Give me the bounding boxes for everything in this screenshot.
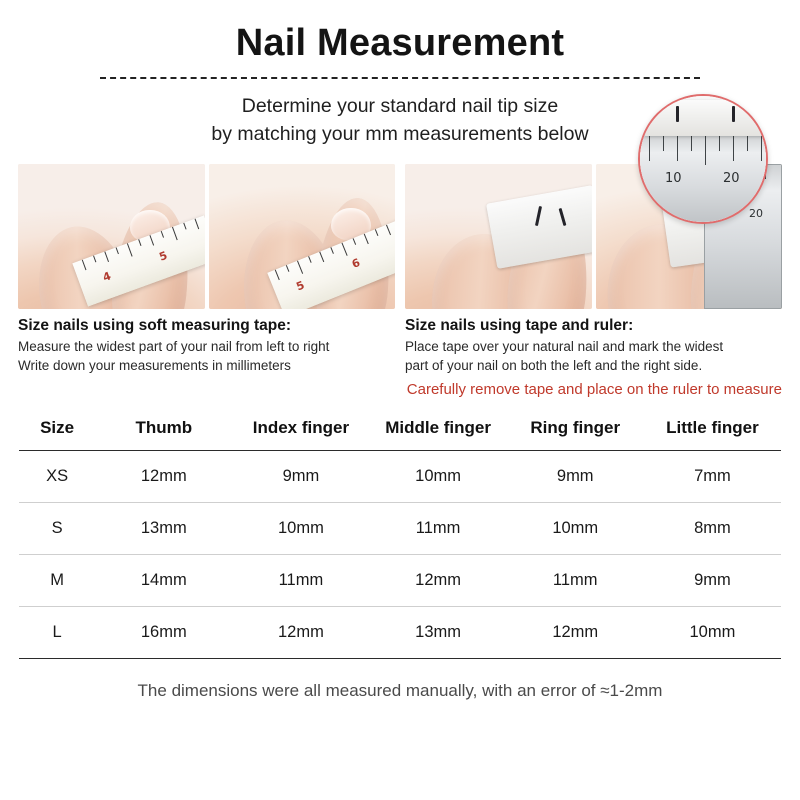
table-cell-size: M [19,554,95,606]
table-cell: 12mm [370,554,507,606]
magnified-ruler-number: 20 [723,171,740,187]
caption-row [0,317,800,374]
caption-right-line-1: Place tape over your natural nail and mark the widest [405,339,724,355]
table-cell: 7mm [644,450,781,502]
page-title: Nail Measurement [235,22,565,64]
table-cell: 11mm [507,554,644,606]
table-row [19,450,781,502]
subtitle-line-2: by matching your mm measurements below [211,122,589,145]
table-cell: 12mm [507,606,644,658]
tape-number: 5 [293,278,306,294]
table-header-cell: Thumb [95,408,232,451]
table-header-cell: Middle finger [370,408,507,451]
caption-left-heading: Size nails using soft measuring tape: [18,317,292,335]
magnified-mark-right [732,106,735,122]
table-cell: 9mm [232,450,369,502]
table-header-row [19,408,781,451]
table-cell: 14mm [95,554,232,606]
table-cell: 12mm [232,606,369,658]
table-cell: 10mm [232,502,369,554]
photo-tape-2 [209,164,396,309]
table-cell: 10mm [644,606,781,658]
table-cell: 8mm [644,502,781,554]
table-header-cell: Ring finger [507,408,644,451]
photo-ruler-1 [405,164,592,309]
table-header-cell: Index finger [232,408,369,451]
caption-right [405,317,782,374]
photo-group-measuring-tape [18,164,395,309]
table-cell: 10mm [507,502,644,554]
table-cell: 16mm [95,606,232,658]
magnified-ruler-number: 10 [665,171,682,187]
table-cell: 13mm [95,502,232,554]
magnified-mark-left [676,106,679,122]
caption-right-heading: Size nails using tape and ruler: [405,317,634,335]
footnote: The dimensions were all measured manually, with an error of ≈1-2mm [137,680,663,700]
table-cell-size: S [19,502,95,554]
table-header-cell: Size [19,408,95,451]
caption-left-line-2: Write down your measurements in millimeters [18,357,291,373]
table-header-cell: Little finger [644,408,781,451]
tape-number: 5 [157,249,170,265]
table-cell-size: XS [19,450,95,502]
table-cell-size: L [19,606,95,658]
photo-strip [0,164,800,309]
table-cell: 11mm [232,554,369,606]
photo-tape-1 [18,164,205,309]
table-cell: 11mm [370,502,507,554]
table-cell: 13mm [370,606,507,658]
photo-group-tape-and-ruler [405,164,782,309]
caption-left-line-1: Measure the widest part of your nail from left to right [18,339,330,355]
table-cell: 10mm [370,450,507,502]
magnified-ruler [638,134,768,224]
table-cell: 12mm [95,450,232,502]
table-row [19,502,781,554]
caption-right-line-2: part of your nail on both the left and the right side. [405,357,703,373]
magnified-tape [644,100,768,136]
dashed-divider [100,77,700,79]
tape-number: 6 [349,256,362,272]
table-row [19,554,781,606]
size-chart-table [19,408,781,659]
table-cell: 9mm [507,450,644,502]
table-cell: 9mm [644,554,781,606]
magnifier-callout [638,94,768,224]
caption-left [18,317,395,374]
subtitle-line-1: Determine your standard nail tip size [241,95,559,117]
tape-number: 4 [101,269,113,285]
warning-note: Carefully remove tape and place on the ruler to measure [406,380,782,398]
table-row [19,606,781,658]
